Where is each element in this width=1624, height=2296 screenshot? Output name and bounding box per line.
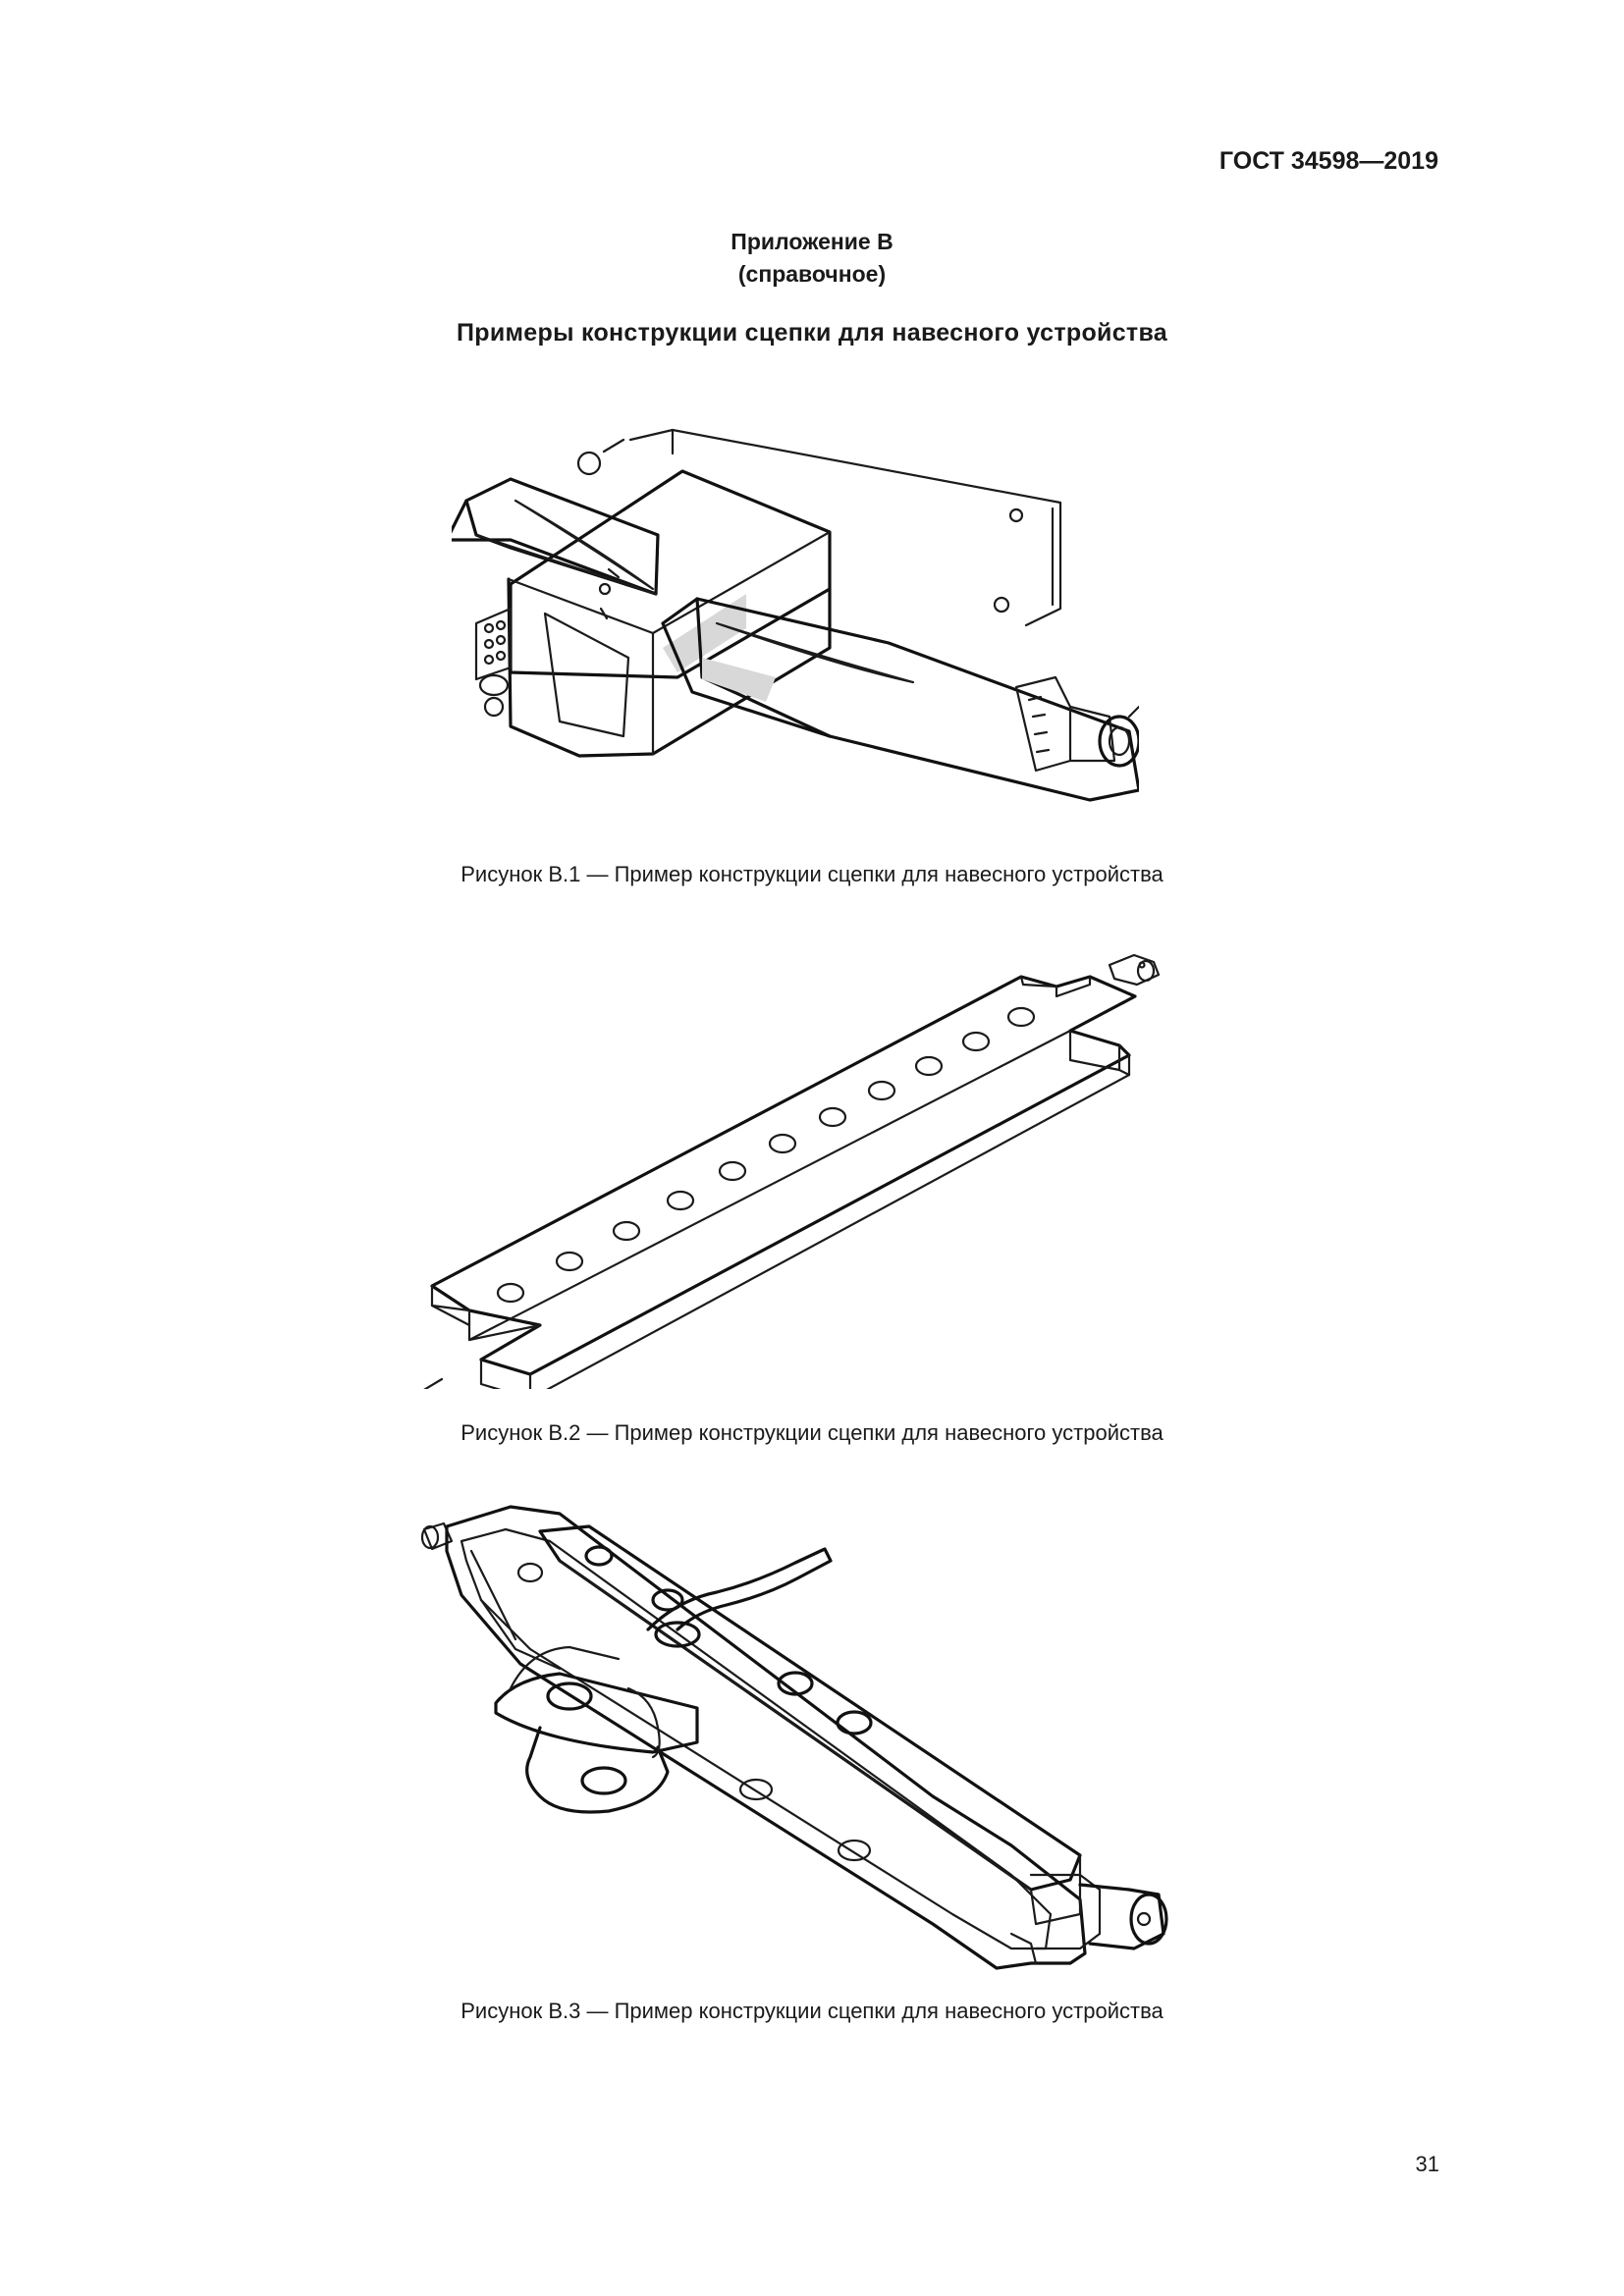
- standard-number: ГОСТ 34598—2019: [1218, 147, 1438, 175]
- figure-b3-drawing: [403, 1502, 1168, 2012]
- figure-b1-caption: Рисунок В.1 — Пример конструкции сцепки для навесного устройства: [460, 862, 1164, 886]
- page-number: 31: [1415, 2152, 1439, 2176]
- appendix-type: (справочное): [737, 261, 887, 287]
- section-title: Примеры конструкции сцепки для навесного устройства: [457, 319, 1167, 347]
- figure-b2-caption: Рисунок В.2 — Пример конструкции сцепки для навесного устройства: [460, 1420, 1164, 1445]
- figure-b3-caption: Рисунок В.3 — Пример конструкции сцепки для навесного устройства: [460, 1999, 1164, 2023]
- figure-b2-drawing: [403, 937, 1168, 1389]
- figure-b1-drawing: [452, 422, 1139, 834]
- appendix-heading: [0, 226, 1624, 291]
- appendix-title: Приложение В: [731, 229, 893, 254]
